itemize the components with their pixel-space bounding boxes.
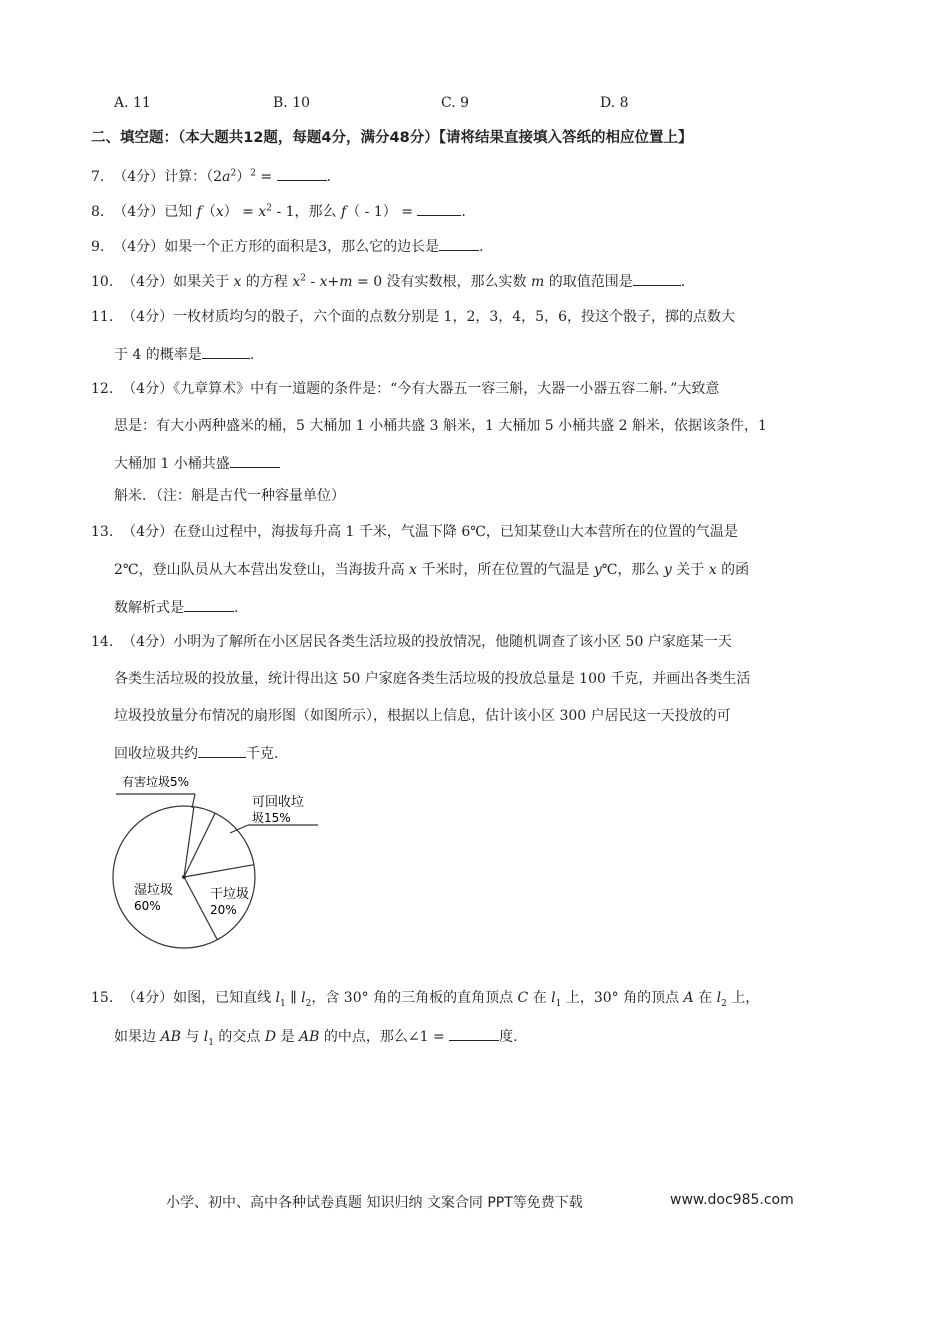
question-9: 9. （4分）如果一个正方形的面积是3，那么它的边长是 . [91, 236, 484, 257]
question-8: 8. （4分）已知 $f(x) = x^2 - 1$，那么 f（ - 1） = . [91, 201, 466, 222]
question-14-line-1: 14. （4分）小明为了解所在小区居民各类生活垃圾的投放情况，他随机调查了该小区 50 户家庭某一天 [91, 634, 732, 650]
label-hazardous: 有害垃圾5% [122, 775, 190, 789]
label-recyclable-2: 圾15% [252, 811, 291, 825]
question-14-line-4: 回收垃圾共约 千克. [114, 743, 278, 764]
option-a: A. 11 [114, 95, 151, 111]
answer-blank[interactable] [198, 743, 246, 758]
pie-center [182, 875, 186, 879]
label-recyclable-1: 可回收垃 [252, 795, 305, 810]
question-12-line-1: 12. （4分）《九章算术》中有一道题的条件是：“今有大器五一容三斛，大器一小器五容二斛．”大致意 [91, 381, 720, 397]
question-13-line-1: 13. （4分）在登山过程中，海拔每升高 1 千米，气温下降 6℃，已知某登山大本营所在的位置的气温是 [91, 524, 738, 540]
answer-blank[interactable] [202, 344, 250, 359]
answer-blank[interactable] [633, 271, 681, 286]
option-d: D. 8 [600, 95, 629, 111]
leader-line-hazardous-tick [192, 794, 195, 808]
question-7: 7. （4分）计算：$(2a^2)^2$ = . [91, 166, 331, 187]
question-14-line-3: 垃圾投放量分布情况的扇形图（如图所示），根据以上信息，估计该小区 300 户居民这一天投放的可 [114, 708, 731, 724]
pie-chart [100, 766, 340, 966]
label-dry-1: 干垃圾 [210, 887, 250, 902]
question-15-line-1: 15. （4分）如图，已知直线 $l_1$ ∥ $l_2$，含 30° 角的三角板的直角顶点 C 在 $l_1$ 上，30° 角的顶点 A 在 $l_2$ 上， [91, 990, 760, 1009]
question-13-line-3: 数解析式是 . [114, 597, 238, 618]
answer-blank[interactable] [439, 236, 479, 251]
question-13-line-2: 2℃，登山队员从大本营出发登山，当海拔升高 x 千米时，所在位置的气温是 y℃，那么 y 关于 x 的函 [114, 562, 750, 578]
footer-text: 小学、初中、高中各种试卷真题 知识归纳 文案合同 PPT等免费下载 [166, 1195, 583, 1211]
footer-site: www.doc985.com [670, 1192, 794, 1208]
label-wet-1: 湿垃圾 [134, 883, 174, 898]
question-11-line-1: 11. （4分）一枚材质均匀的骰子，六个面的点数分别是 1，2，3，4，5，6，投这个骰子，掷的点数大 [91, 309, 735, 325]
answer-blank[interactable] [417, 201, 461, 216]
answer-blank[interactable] [277, 166, 327, 181]
answer-blank[interactable] [230, 453, 280, 468]
answer-blank[interactable] [449, 1026, 499, 1041]
question-14-line-2: 各类生活垃圾的投放量，统计得出这 50 户家庭各类生活垃圾的投放总量是 100 千克，并画出各类生活 [114, 671, 751, 687]
label-dry-2: 20% [210, 903, 237, 917]
question-10: 10. （4分）如果关于 x 的方程 $x^2 - x+m = 0$ 没有实数根，那么实数 m 的取值范围是 . [91, 271, 685, 292]
label-wet-2: 60% [134, 899, 161, 913]
question-12-line-3: 大桶加 1 小桶共盛 [114, 453, 280, 474]
question-15-line-2: 如果边 AB 与 $l_1$ 的交点 D 是 AB 的中点，那么∠1 = 度. [114, 1026, 518, 1047]
question-11-line-2: 于 4 的概率是 . [114, 344, 254, 365]
question-12-line-4: 斛米．（注：斛是古代一种容量单位） [114, 488, 345, 504]
section-heading: 二、填空题：（本大题共12题，每题4分，满分48分）【请将结果直接填入答纸的相应位置上】 [91, 130, 693, 146]
answer-blank[interactable] [184, 597, 234, 612]
question-12-line-2: 思是：有大小两种盛米的桶，5 大桶加 1 小桶共盛 3 斛米，1 大桶加 5 小桶共盛 2 斛米，依据该条件，1 [114, 418, 767, 434]
option-b: B. 10 [273, 95, 311, 111]
radius-dry-start [184, 865, 254, 877]
option-c: C. 9 [441, 95, 470, 111]
